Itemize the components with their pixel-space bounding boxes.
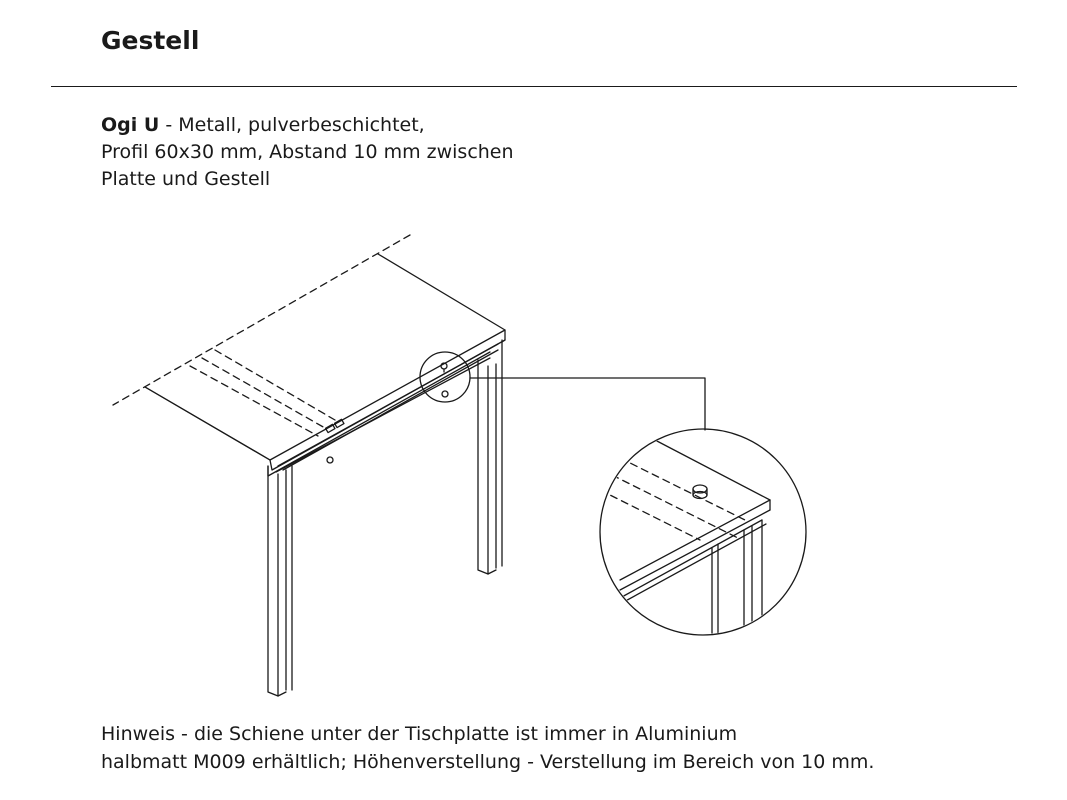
- product-material: - Metall, pulverbeschichtet,: [159, 114, 425, 136]
- front-left-leg: [268, 466, 292, 696]
- enlarged-detail-view: [600, 429, 806, 640]
- note-text: [101, 720, 874, 776]
- table-top-continuation-dashed: [113, 235, 410, 436]
- note-line-2: halbmatt M009 erhältlich; Höhenverstellung - Verstellung im Bereich von 10 mm.: [101, 751, 875, 773]
- back-right-leg: [478, 340, 505, 574]
- table-top: [145, 254, 505, 470]
- detail-leader-line: [470, 378, 705, 430]
- section-title: Gestell: [101, 26, 200, 55]
- description-line-2: Profil 60x30 mm, Abstand 10 mm zwischen: [101, 141, 514, 163]
- description-line-3: Platte und Gestell: [101, 168, 271, 190]
- product-name: Ogi U: [101, 114, 160, 136]
- note-line-1: Hinweis - die Schiene unter der Tischplatte ist immer in Aluminium: [101, 723, 738, 745]
